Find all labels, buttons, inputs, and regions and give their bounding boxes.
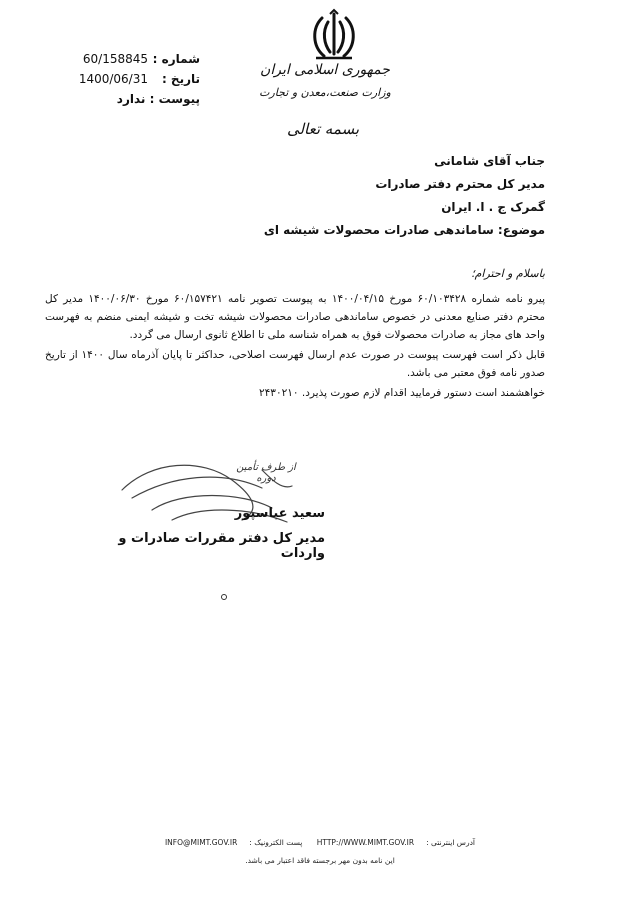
addressee-organization: گمرک ج . ا. ایران — [441, 200, 545, 214]
letter-subject: موضوع: ساماندهی صادرات محصولات شیشه ای — [263, 223, 545, 237]
greeting: باسلام و احترام؛ — [471, 267, 545, 280]
signer-block — [95, 506, 325, 561]
iran-emblem-icon — [306, 8, 362, 64]
bismillah: بسمه تعالی — [286, 120, 360, 138]
footer-website-label: : آدرس اینترنتی — [426, 838, 476, 847]
footer-website[interactable]: HTTP://WWW.MIMT.GOV.IR — [316, 838, 415, 847]
footer-email-label: : پست الکترونیک — [249, 838, 303, 847]
body-paragraph-2: قابل ذکر است فهرست پیوست در صورت عدم ارسال فهرست اصلاحی، حداکثر تا پایان آذرماه سال ۱۴۰۰ از تاریخ صدور نامه فوق معتبر می باشد. — [45, 349, 545, 379]
signer-name: سعید عباسپور — [234, 506, 325, 521]
letter-number-label: شماره : — [152, 52, 200, 66]
country-name: جمهوری اسلامی ایران — [260, 62, 390, 78]
body-paragraph-3: خواهشمند است دستور فرمایید اقدام لازم صورت پذیرد. ۲۴۳۰۲۱۰ — [259, 387, 545, 399]
letter-number: 60/158845 — [82, 52, 148, 66]
letter-date-label: تاریخ : — [161, 72, 200, 86]
letter-date: 1400/06/31 — [78, 72, 148, 86]
footer-contacts — [120, 838, 520, 847]
letter-date-row — [40, 72, 200, 92]
signer-title: مدیر کل دفتر مقررات صادرات و واردات — [118, 531, 325, 561]
body-paragraph-1: پیرو نامه شماره ۶۰/۱۰۳۴۲۸ مورخ ۱۴۰۰/۰۴/۱۵ به پیوست تصویر نامه ۶۰/۱۵۷۴۲۱ مورخ ۱۴۰۰/۰۶/۳۰ مدیر کل محترم دفتر صنایع معدنی در خصوص ساماندهی صادرات محصولات شیشه تخت و شیشه ایمنی منضم به فهرست واحد های مجاز به صادرات محصولات فوق به همراه شناسه ملی تا اطلاع ثانوی ارسال می گردد. — [45, 293, 545, 341]
letter-attachment-row — [40, 92, 200, 112]
footer-email[interactable]: INFO@MIMT.GOV.IR — [164, 838, 238, 847]
letter-meta — [40, 52, 200, 112]
letter-body — [45, 290, 545, 402]
letter-number-row — [40, 52, 200, 72]
ministry-name: وزارت صنعت،معدن و تجارت — [259, 86, 391, 99]
addressee-name: جناب آقای شامانی — [434, 154, 545, 168]
letter-attachment: پیوست : ندارد — [116, 92, 200, 106]
addressee-title: مدیر کل محترم دفتر صادرات — [375, 177, 545, 191]
small-circle-mark — [221, 594, 227, 600]
footer-note: این نامه بدون مهر برجسته فاقد اعتبار می باشد. — [245, 856, 395, 865]
addressee-block — [125, 150, 545, 242]
signature-handnote: از طرف تأمین دوره — [236, 462, 296, 484]
